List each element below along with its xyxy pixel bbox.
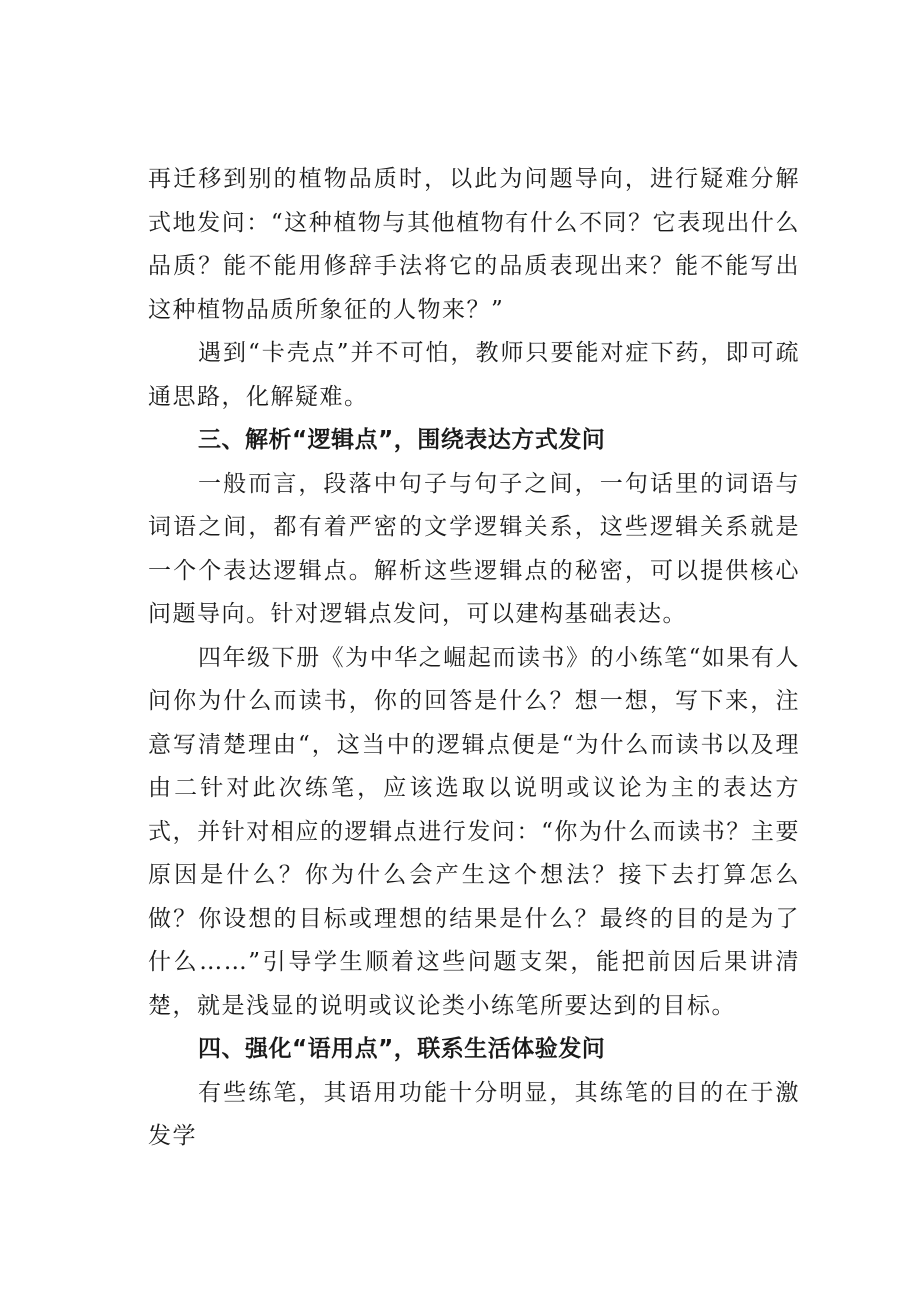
section-heading-3: 三、解析“逻辑点”，围绕表达方式发问 bbox=[198, 427, 606, 453]
document-page bbox=[148, 158, 800, 1159]
paragraph-stuck-point: 遇到“卡壳点”并不可怕，教师只要能对症下药，即可疏通思路，化解疑难。 bbox=[148, 340, 800, 410]
section-heading-4: 四、强化“语用点”，联系生活体验发问 bbox=[198, 1036, 606, 1062]
paragraph-continued: 再迁移到别的植物品质时，以此为问题导向，进行疑难分解式地发问：“这种植物与其他植物有什么不同？它表现出什么品质？能不能用修辞手法将它的品质表现出来？能不能写出这种植物品质所象征的人物来？” bbox=[148, 166, 800, 323]
paragraph-logic-point: 一般而言，段落中句子与句子之间，一句话里的词语与词语之间，都有着严密的文学逻辑关系，这些逻辑关系就是一个个表达逻辑点。解析这些逻辑点的秘密，可以提供核心问题导向。针对逻辑点发问，可以建构基础表达。 bbox=[148, 470, 800, 627]
paragraph-usage-point: 有些练笔，其语用功能十分明显，其练笔的目的在于激发学 bbox=[148, 1079, 800, 1149]
paragraph-grade-four-example: 四年级下册《为中华之崛起而读书》的小练笔“如果有人问你为什么而读书，你的回答是什么？想一想，写下来，注意写清楚理由“，这当中的逻辑点便是“为什么而读书以及理由二针对此次练笔，应该选取以说明或议论为主的表达方式，并针对相应的逻辑点进行发问：“你为什么而读书？主要原因是什么？你为什么会产生这个想法？接下去打算怎么做？你设想的目标或理想的结果是什么？最终的目的是为了什么……”引导学生顺着这些问题支架，能把前因后果讲清楚，就是浅显的说明或议论类小练笔所要达到的目标。 bbox=[148, 644, 800, 1019]
